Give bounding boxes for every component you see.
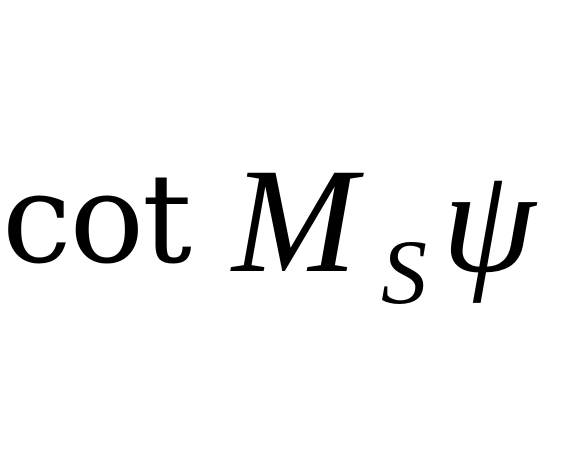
variable-symbol: M: [232, 138, 357, 304]
function-name: cot: [2, 148, 190, 292]
subscript-symbol: S: [381, 221, 427, 323]
greek-symbol: ψ: [442, 138, 536, 304]
